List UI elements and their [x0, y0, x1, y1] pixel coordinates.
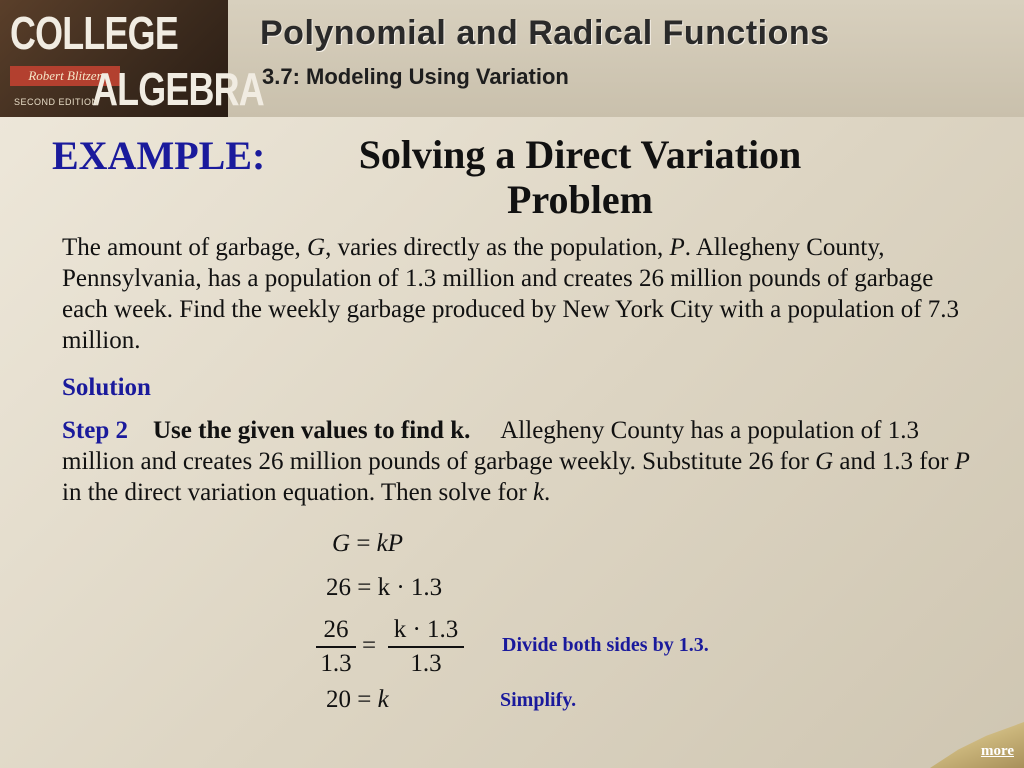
step-2-text: Step 2 Use the given values to find k. Allegheny County has a population of 1.3 million and creates 26 million pounds of garbage weekly. Substitute 26 for G and 1.3 for P in the direct variation equation. Then solve for k.: [62, 417, 970, 506]
equation-3-equals: =: [362, 632, 377, 659]
logo-algebra: ALGEBRA: [92, 63, 264, 115]
example-label: EXAMPLE:: [52, 133, 266, 178]
fraction-right: k · 1.3 1.3: [388, 616, 464, 678]
slide-title: Solving a Direct Variation Problem: [358, 132, 802, 222]
note-simplify: Simplify.: [500, 689, 577, 711]
chapter-title: Polynomial and Radical Functions: [260, 14, 830, 52]
step-heading: Use the given values to find k.: [152, 417, 471, 444]
equation-4: 20 = k: [326, 686, 389, 713]
note-divide: Divide both sides by 1.3.: [502, 634, 709, 656]
section-title: 3.7: Modeling Using Variation: [262, 64, 569, 89]
solution-label: Solution: [62, 374, 151, 401]
fraction-left: 26 1.3: [316, 616, 356, 678]
header-banner: [0, 0, 1024, 117]
equation-1: G = kP: [332, 530, 404, 557]
logo-college: COLLEGE: [10, 7, 178, 59]
logo-author: Robert Blitzer: [10, 66, 120, 86]
logo-edition: SECOND EDITION: [14, 97, 99, 107]
book-logo: [0, 0, 264, 117]
step-number: Step 2: [62, 417, 128, 444]
more-link[interactable]: more: [980, 743, 1014, 759]
equation-2: 26 = k · 1.3: [326, 574, 443, 601]
problem-statement: The amount of garbage, G, varies directly as the population, P. Allegheny County, Pennsylvania, has a population of 1.3 million and creates 26 million pounds of garbage each week. Find the weekly garbage produced by New York City with a population of 7.3 million.: [62, 234, 960, 354]
